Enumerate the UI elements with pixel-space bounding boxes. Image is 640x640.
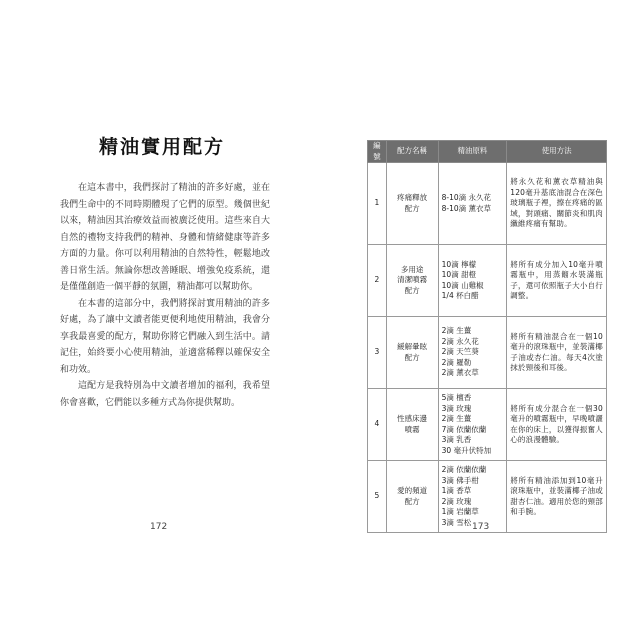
recipe-usage: 將所有精油混合在一個10毫升的滾珠瓶中，並裝滿椰子油或杏仁油。每天4次塗抹於頸後和耳後。 xyxy=(507,317,607,389)
table-row xyxy=(368,163,607,245)
table-row xyxy=(368,389,607,461)
recipe-usage: 將所有成分加入10毫升噴霧瓶中，用蒸餾水裝滿瓶子，還可依照瓶子大小自行調整。 xyxy=(507,245,607,317)
recipe-oils xyxy=(438,317,507,389)
oil-item: 10滴 檸檬 xyxy=(441,259,477,269)
oil-item: 3滴 玫瑰 xyxy=(441,403,472,413)
recipe-oils xyxy=(438,163,507,245)
oil-item: 1/4 杯白醋 xyxy=(441,291,479,300)
oil-item: 2滴 玫瑰 xyxy=(441,496,472,506)
page-number: 173 xyxy=(472,522,490,532)
recipe-number: 5 xyxy=(368,461,387,533)
page-number: 172 xyxy=(150,522,168,532)
oil-item: 2滴 薰衣草 xyxy=(441,368,479,378)
oil-item: 8-10滴 永久花 xyxy=(441,193,492,202)
oil-item: 2滴 天竺葵 xyxy=(441,347,479,357)
oil-item: 7滴 依蘭依蘭 xyxy=(441,424,487,434)
recipe-oils xyxy=(438,389,507,461)
recipe-name-line: 配方 xyxy=(404,203,420,213)
recipe-usage: 將所有成分混合在一個30毫升的噴霧瓶中，早晚噴灑在你的床上，以獲得振奮人心的浪漫體驗。 xyxy=(507,389,607,461)
oil-item: 8-10滴 薰衣草 xyxy=(441,203,492,213)
recipe-name xyxy=(386,317,438,389)
oil-item: 3滴 佛手柑 xyxy=(441,475,479,485)
paragraph: 在這本書中，我們探討了精油的許多好處，並在我們生命中的不同時期體現了它們的原型。幾個世紀以來，精油因其治療效益而被廣泛使用。這些來自大自然的禮物支持我們的精神、身體和情緒健康等許多方面的力量。你可以利用精油的自然特性，輕鬆地改善日常生活。無論你想改善睡眠、增強免疫系統，還是僅僅創造一個平靜的氛圍，精油都可以幫助你。 xyxy=(60,183,270,292)
intro-text xyxy=(60,180,270,411)
header-number: 編號 xyxy=(368,141,387,163)
oil-item: 2滴 生薑 xyxy=(441,326,472,336)
recipe-table xyxy=(367,140,607,533)
recipe-oils xyxy=(438,245,507,317)
recipe-name-line: 性感床邊 xyxy=(397,414,428,423)
recipe-number: 2 xyxy=(368,245,387,317)
recipe-name-line: 噴霧 xyxy=(404,424,420,434)
oil-item: 5滴 檀香 xyxy=(441,393,472,402)
oil-item: 10滴 甜橙 xyxy=(441,270,477,279)
recipe-number: 3 xyxy=(368,317,387,389)
oil-item: 3滴 雪松 xyxy=(441,517,472,527)
recipe-name-line: 配方 xyxy=(404,285,420,295)
header-oil-ingredients: 精油原料 xyxy=(438,141,507,163)
header-recipe-name: 配方名稱 xyxy=(386,141,438,163)
header-usage: 使用方法 xyxy=(507,141,607,163)
page-title: 精油實用配方 xyxy=(98,136,225,158)
paragraph: 這配方是我特別為中文讀者增加的福利，我希望你會喜歡，它們能以多種方式為你提供幫助。 xyxy=(60,381,270,408)
oil-item: 3滴 乳香 xyxy=(441,435,472,444)
oil-item: 2滴 永久花 xyxy=(441,336,479,346)
recipe-name-line: 緩解暈眩 xyxy=(397,342,428,351)
recipe-name-line: 疼痛釋放 xyxy=(397,193,428,202)
recipe-name-line: 多用途 xyxy=(400,264,424,274)
recipe-name-line: 愛的頻道 xyxy=(397,486,428,495)
right-page xyxy=(320,0,640,640)
recipe-usage: 將永久花和薰衣草精油與120毫升基底油混合在深色玻璃瓶子裡，擦在疼痛的區域，對頭痛、關節炎和肌肉纖維疼痛有幫助。 xyxy=(507,163,607,245)
oil-item: 10滴 山雞椒 xyxy=(441,280,484,290)
table-header-row xyxy=(368,141,607,163)
table-row xyxy=(368,245,607,317)
recipe-number: 1 xyxy=(368,163,387,245)
oil-item: 2滴 生薑 xyxy=(441,414,472,423)
recipe-name xyxy=(386,245,438,317)
table-row xyxy=(368,317,607,389)
recipe-name xyxy=(386,389,438,461)
recipe-number: 4 xyxy=(368,389,387,461)
recipe-name-line: 清潔噴霧 xyxy=(397,275,428,285)
recipe-usage: 將所有精油添加到10毫升滾珠瓶中，並裝滿椰子油或甜杏仁油。適用於您的頸部和手腕。 xyxy=(507,461,607,533)
recipe-name-line: 配方 xyxy=(404,496,420,506)
recipe-name xyxy=(386,163,438,245)
recipe-name xyxy=(386,461,438,533)
oil-item: 2滴 依蘭依蘭 xyxy=(441,465,487,474)
oil-item: 2滴 羅勒 xyxy=(441,357,472,367)
recipe-name-line: 配方 xyxy=(404,352,420,362)
oil-item: 1滴 香草 xyxy=(441,486,472,495)
oil-item: 30 毫升伏特加 xyxy=(441,445,492,455)
paragraph: 在本書的這部分中，我們將探討實用精油的許多好處，為了讓中文讀者能更便利地使用精油，我會分享我最喜愛的配方，幫助你將它們融入到生活中。請記住，始終要小心使用精油，並適當稀釋以確保安全和功效。 xyxy=(60,298,270,375)
oil-item: 1滴 岩蘭草 xyxy=(441,507,479,516)
